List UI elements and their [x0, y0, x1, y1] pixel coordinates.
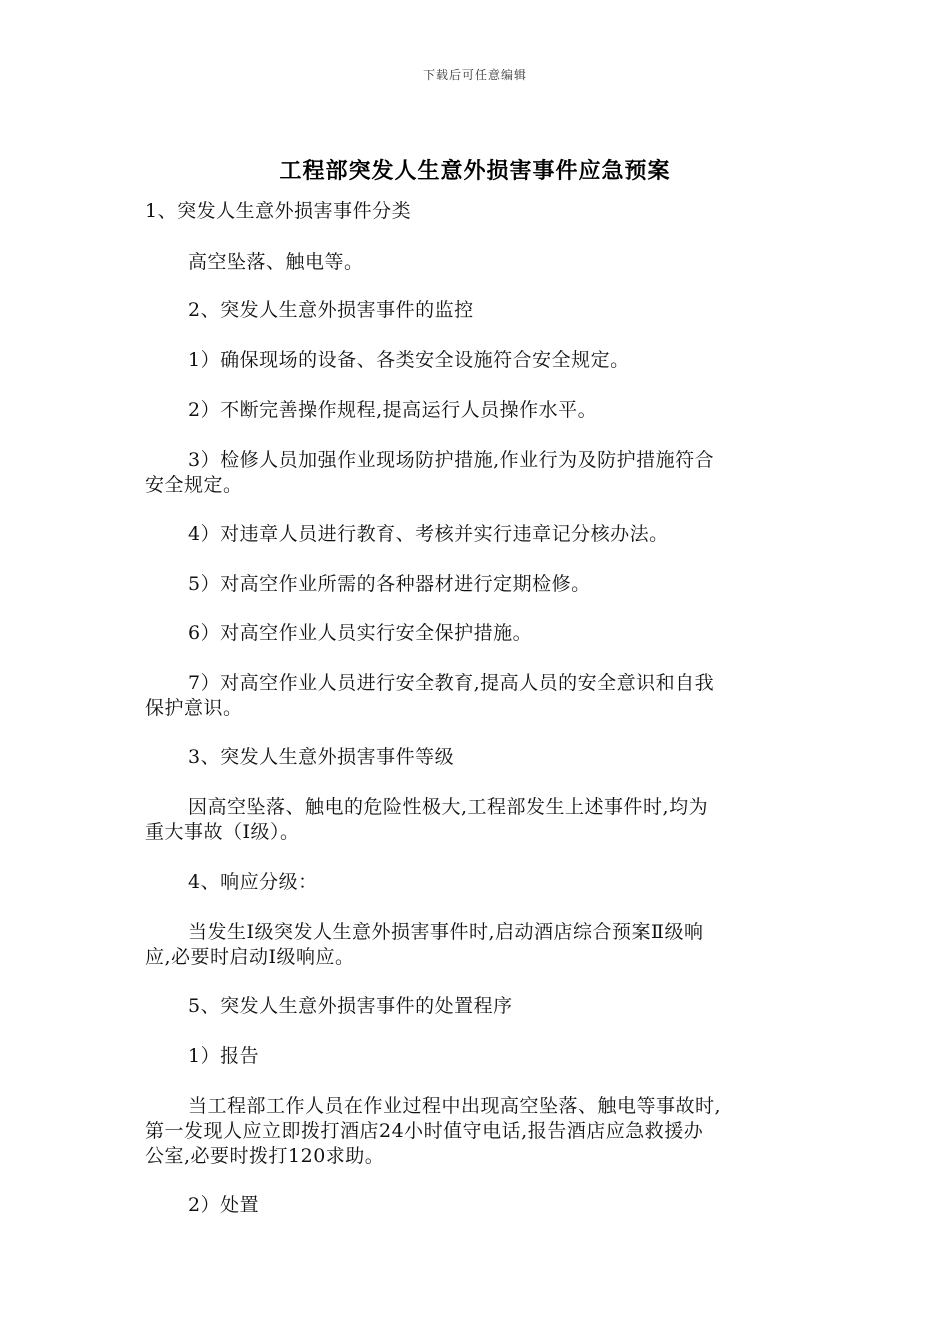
section-heading-5: 5、突发人生意外损害事件的处置程序 [188, 995, 513, 1017]
paragraph-continuation: 公室,必要时拨打120求助。 [145, 1145, 385, 1167]
paragraph: 当发生Ⅰ级突发人生意外损害事件时,启动酒店综合预案Ⅱ级响 [188, 921, 704, 943]
paragraph: 因高空坠落、触电的危险性极大,工程部发生上述事件时,均为 [188, 796, 709, 818]
sub-heading: 1）报告 [188, 1045, 260, 1067]
list-item: 5）对高空作业所需的各种器材进行定期检修。 [188, 573, 591, 595]
section-heading-4: 4、响应分级： [188, 871, 318, 893]
list-item: 6）对高空作业人员实行安全保护措施。 [188, 622, 533, 644]
list-item: 4）对违章人员进行教育、考核并实行违章记分核办法。 [188, 523, 669, 545]
page-header-note: 下载后可任意编辑 [422, 68, 527, 82]
list-item-continuation: 保护意识。 [145, 697, 243, 719]
paragraph: 当工程部工作人员在作业过程中出现高空坠落、触电等事故时, [188, 1095, 722, 1117]
sub-heading: 2）处置 [188, 1194, 260, 1216]
list-item: 7）对高空作业人员进行安全教育,提高人员的安全意识和自我 [188, 672, 715, 694]
list-item: 2）不断完善操作规程,提高运行人员操作水平。 [188, 399, 598, 421]
paragraph-continuation: 第一发现人应立即拨打酒店24小时值守电话,报告酒店应急救援办 [145, 1120, 704, 1142]
section-heading-1: 1、突发人生意外损害事件分类 [145, 200, 412, 222]
paragraph-continuation: 应,必要时启动Ⅰ级响应。 [145, 946, 355, 968]
document-title: 工程部突发人生意外损害事件应急预案 [279, 158, 671, 184]
section-heading-3: 3、突发人生意外损害事件等级 [188, 746, 455, 768]
paragraph: 高空坠落、触电等。 [188, 251, 364, 273]
section-heading-2: 2、突发人生意外损害事件的监控 [188, 299, 474, 321]
list-item: 3）检修人员加强作业现场防护措施,作业行为及防护措施符合 [188, 449, 715, 471]
list-item-continuation: 安全规定。 [145, 474, 243, 496]
paragraph-continuation: 重大事故（Ⅰ级）。 [145, 821, 300, 843]
list-item: 1）确保现场的设备、各类安全设施符合安全规定。 [188, 349, 630, 371]
